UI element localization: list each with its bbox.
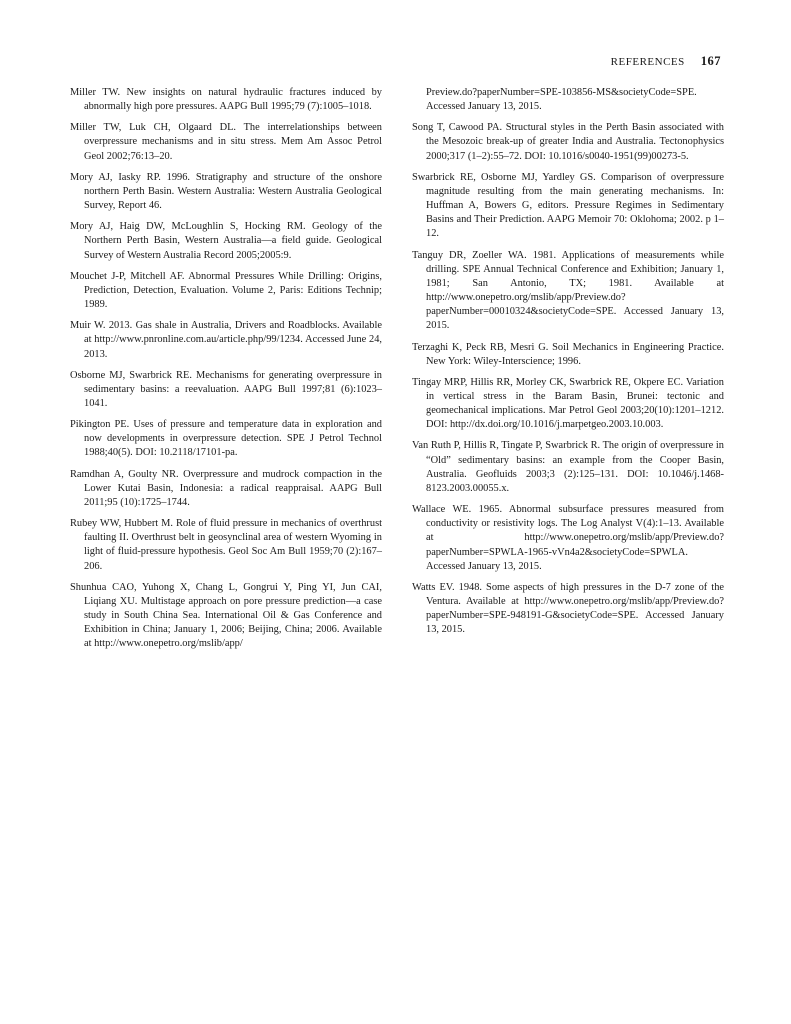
section-title: REFERENCES [610, 56, 685, 68]
reference-entry: Tingay MRP, Hillis RR, Morley CK, Swarbrick RE, Okpere EC. Variation in vertical stress in the Baram Basin, Brunei: tectonic and geomechanical implications. Mar Petrol Geol 2003;20(10):1201–1212. DOI: http://dx.doi.org/10.1016/j.marpetgeo.2003.10.003. [412, 376, 724, 431]
reference-entry: Song T, Cawood PA. Structural styles in the Perth Basin associated with the Mesozoic break-up of greater India and Australia. Tectonophysics 2000;317 (1–2):55–72. DOI: 10.1016/s0040-1951(99)00273-5. [412, 122, 724, 162]
reference-entry: Terzaghi K, Peck RB, Mesri G. Soil Mechanics in Engineering Practice. New York: Wiley-Interscience; 1996. [412, 341, 724, 367]
reference-entry: Miller TW, Luk CH, Olgaard DL. The interrelationships between overpressure mechanisms and in situ stress. Mem Am Assoc Petrol Geol 2002;76:13–20. [70, 122, 382, 162]
reference-entry: Miller TW. New insights on natural hydraulic fractures induced by abnormally high pore pressures. AAPG Bull 1995;79 (7):1005–1018. [70, 87, 382, 113]
reference-entry: Muir W. 2013. Gas shale in Australia, Drivers and Roadblocks. Available at http://www.pnronline.com.au/article.php/99/1234. Accessed June 24, 2013. [70, 320, 382, 360]
reference-entry: Ramdhan A, Goulty NR. Overpressure and mudrock compaction in the Lower Kutai Basin, Indonesia: a radical reappraisal. AAPG Bull 2011;95 (10):1725–1744. [70, 468, 382, 508]
references-left-column [70, 86, 382, 658]
reference-entry: Tanguy DR, Zoeller WA. 1981. Applications of measurements while drilling. SPE Annual Technical Conference and Exhibition; January 1, 1981; San Antonio, TX; 1981. Available at http://www.onepetro.org/mslib/app/Preview.do?paperNumber=00010324&societyCode=SPE. Accessed January 13, 2015. [412, 249, 724, 332]
reference-entry: Watts EV. 1948. Some aspects of high pressures in the D-7 zone of the Ventura. Available at http://www.onepetro.org/mslib/app/Preview.do?paperNumber=SPE-948191-G&societyCode=SPE. Accessed January 13, 2015. [412, 581, 724, 636]
page-number: 167 [700, 54, 721, 68]
reference-entry: Swarbrick RE, Osborne MJ, Yardley GS. Comparison of overpressure magnitude resulting from the main generating mechanisms. In: Huffman A, Bowers G, editors. Pressure Regimes in Sedimentary Basins and Their Prediction. AAPG Memoir 70: Oklohoma; 2002. p 1–12. [412, 171, 724, 240]
reference-entry: Pikington PE. Uses of pressure and temperature data in exploration and now developments in overpressure detection. SPE J Petrol Technol 1988;40(5). DOI: 10.2118/17101-pa. [70, 419, 382, 459]
running-head [611, 54, 721, 69]
reference-entry: Mory AJ, Iasky RP. 1996. Stratigraphy and structure of the onshore northern Perth Basin. Western Australia: Western Australia Geological Survey, Report 46. [70, 171, 382, 212]
reference-entry: Mory AJ, Haig DW, McLoughlin S, Hocking RM. Geology of the Northern Perth Basin, Western Australia—a field guide. Geological Survey of Western Australia Record 2005;2005:9. [70, 221, 382, 261]
reference-entry: Mouchet J-P, Mitchell AF. Abnormal Pressures While Drilling: Origins, Prediction, Detection, Evaluation. Volume 2, Paris: Editions Technip; 1989. [70, 270, 382, 311]
reference-entry: Rubey WW, Hubbert M. Role of fluid pressure in mechanics of overthrust faulting II. Overthrust belt in geosynclinal area of western Wyoming in light of fluid-pressure hypothesis. Geol Soc Am Bull 1959;70 (2):167–206. [70, 518, 382, 572]
reference-entry: Shunhua CAO, Yuhong X, Chang L, Gongrui Y, Ping YI, Jun CAI, Liqiang XU. Multistage approach on pore pressure prediction—a case study in South China Sea. International Oil & Gas Conference and Exhibition in China; January 1, 2006; Beijing, China; 2006. Available at http://www.onepetro.org/mslib/app/ [70, 581, 382, 650]
references-right-column [412, 86, 724, 644]
reference-entry: Osborne MJ, Swarbrick RE. Mechanisms for generating overpressure in sedimentary basins: a reevaluation. AAPG Bull 1997;81 (6):1023–1041. [70, 369, 382, 409]
reference-entry: Van Ruth P, Hillis R, Tingate P, Swarbrick R. The origin of overpressure in “Old” sedimentary basins: an example from the Cooper Basin, Australia. Geofluids 2003;3 (2):125–131. DOI: 10.1046/j.1468-8123.2003.00055.x. [412, 440, 724, 494]
reference-entry: Wallace WE. 1965. Abnormal subsurface pressures measured from conductivity or resistivity logs. The Log Analyst V(4):1–13. Available at http://www.onepetro.org/mslib/app/Preview.do?paperNumber=SPWLA-1965-vVn4a2&societyCode=SPWLA. Accessed January 13, 2015. [412, 504, 724, 572]
reference-continuation: Preview.do?paperNumber=SPE-103856-MS&societyCode=SPE. Accessed January 13, 2015. [426, 87, 697, 113]
